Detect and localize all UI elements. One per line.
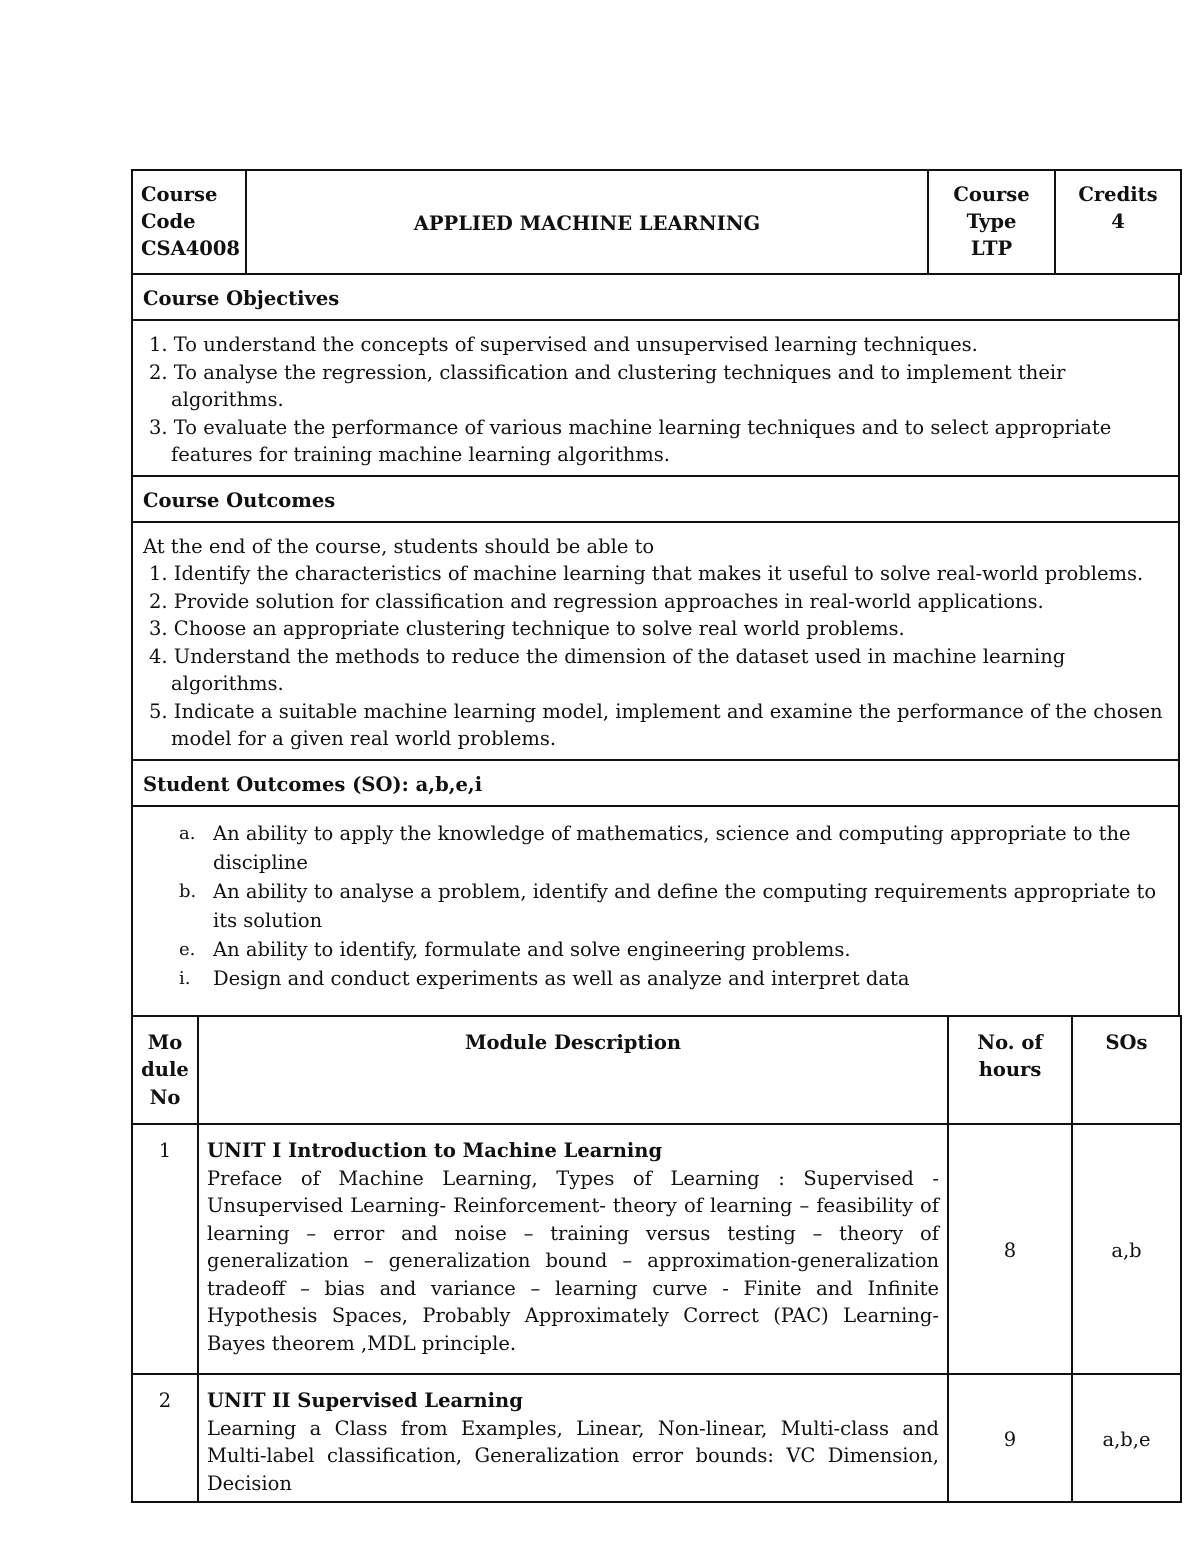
outcomes-heading: Course Outcomes <box>132 476 1179 522</box>
outcomes-list <box>143 560 1168 753</box>
module-text: Learning a Class from Examples, Linear, Non-linear, Multi-class and Multi-label classification, Generalization error bounds: VC Dimension, Decision <box>207 1416 939 1495</box>
objective-item: 1. To understand the concepts of supervised and unsupervised learning techniques. <box>149 333 978 356</box>
outcome-item: 3. Choose an appropriate clustering technique to solve real world problems. <box>149 617 905 640</box>
so-text: An ability to analyse a problem, identify and define the computing requirements appropriate to its solution <box>213 879 1157 932</box>
credits-label: Credits <box>1078 183 1158 206</box>
so-marker: i. <box>179 967 191 989</box>
course-type-label: Course <box>953 183 1030 206</box>
col-hours: No. of hours <box>948 1016 1072 1125</box>
so-text: An ability to apply the knowledge of mathematics, science and computing appropriate to the discipline <box>213 821 1131 874</box>
student-outcomes-body <box>132 806 1179 1016</box>
so-item <box>179 935 1168 964</box>
col-module-description: Module Description <box>198 1016 948 1125</box>
course-code-label: Course <box>141 183 218 206</box>
module-sos: a,b,e <box>1072 1374 1181 1502</box>
objectives-body <box>132 320 1179 476</box>
course-code-cell <box>132 170 246 274</box>
outcome-item: 2. Provide solution for classification and regression approaches in real-world applications. <box>149 589 1044 613</box>
col-sos: SOs <box>1072 1016 1181 1125</box>
credits-cell <box>1055 170 1181 274</box>
objectives-list <box>143 331 1168 469</box>
module-hours: 8 <box>948 1124 1072 1374</box>
module-no: 1 <box>132 1124 198 1374</box>
module-hours: 9 <box>948 1374 1072 1502</box>
so-item <box>179 819 1168 877</box>
module-header-row <box>132 1016 1181 1125</box>
objectives-heading: Course Objectives <box>132 274 1179 320</box>
outcome-item: 1. Identify the characteristics of machine learning that makes it useful to solve real-world problems. <box>149 562 1144 585</box>
course-code: CSA4008 <box>141 237 241 260</box>
module-description <box>198 1124 948 1374</box>
outcome-item: 4. Understand the methods to reduce the dimension of the dataset used in machine learning algorithms. <box>149 644 1066 695</box>
objective-item: 3. To evaluate the performance of various machine learning techniques and to select appropriate features for training machine learning algorithms. <box>149 415 1112 466</box>
course-code-label-2: Code <box>141 210 196 233</box>
credits-value: 4 <box>1111 210 1125 233</box>
so-text: An ability to identify, formulate and solve engineering problems. <box>213 937 851 961</box>
module-text: Preface of Machine Learning, Types of Learning : Supervised - Unsupervised Learning- Reinforcement- theory of learning – feasibility of learning – error and noise – training versus testing – theory of generalization – generalization bound – approximation-generalization tradeoff – bias and variance – learning curve - Finite and Infinite Hypothesis Spaces, Probably Approximately Correct (PAC) Learning-Bayes theorem ,MDL principle. <box>207 1166 939 1355</box>
so-item <box>179 964 1168 993</box>
course-info-table <box>131 273 1180 1017</box>
module-row <box>132 1374 1181 1502</box>
module-description <box>198 1374 948 1502</box>
module-title: UNIT II Supervised Learning <box>207 1389 523 1412</box>
module-sos: a,b <box>1072 1124 1181 1374</box>
module-table <box>131 1015 1182 1504</box>
module-title: UNIT I Introduction to Machine Learning <box>207 1139 663 1162</box>
so-marker: e. <box>179 938 196 960</box>
so-text: Design and conduct experiments as well as analyze and interpret data <box>213 966 910 990</box>
module-no: 2 <box>132 1374 198 1502</box>
objective-item: 2. To analyse the regression, classification and clustering techniques and to implement their algorithms. <box>149 360 1066 411</box>
course-title: APPLIED MACHINE LEARNING <box>246 170 928 274</box>
course-type-cell <box>928 170 1055 274</box>
so-item <box>179 877 1168 935</box>
col-module-no: Mo dule No <box>132 1016 198 1125</box>
module-row <box>132 1124 1181 1374</box>
outcomes-intro: At the end of the course, students should be able to <box>143 534 655 558</box>
course-type-label-2: Type <box>966 210 1017 233</box>
outcomes-body <box>132 522 1179 760</box>
student-outcomes-heading: Student Outcomes (SO): a,b,e,i <box>132 760 1179 806</box>
so-marker: a. <box>179 822 196 844</box>
so-marker: b. <box>179 880 197 902</box>
syllabus-sheet <box>131 169 1180 1503</box>
course-header-table <box>131 169 1182 275</box>
student-outcomes-list <box>143 819 1168 993</box>
outcome-item: 5. Indicate a suitable machine learning model, implement and examine the performance of the chosen model for a given real world problems. <box>149 699 1163 750</box>
course-type: LTP <box>970 237 1013 260</box>
